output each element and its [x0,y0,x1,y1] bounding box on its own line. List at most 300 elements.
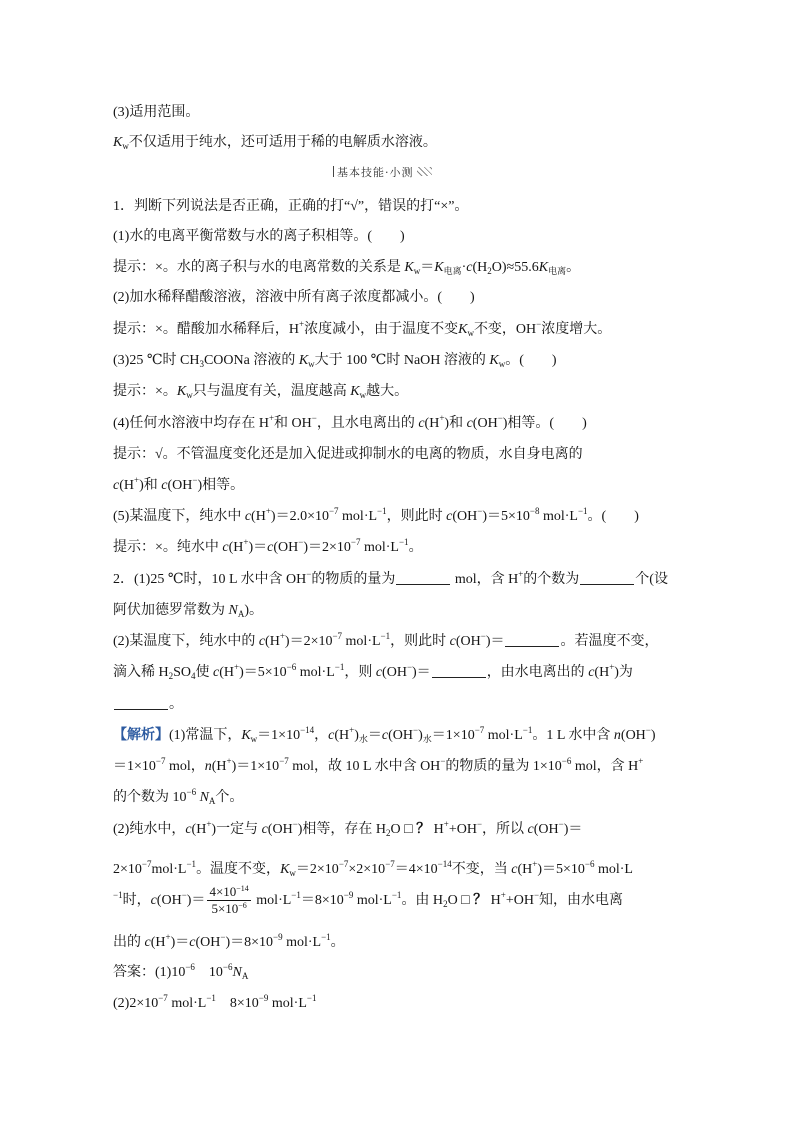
text-run: O □ [447,893,474,908]
text-run: ，所以 [482,822,528,837]
italic-symbol: c [244,509,252,524]
text-run: )＝2.0×10 [270,509,329,524]
text-run: mol·L [360,540,399,555]
text-run: mol，含 H [451,572,519,587]
superscript: − [533,890,540,900]
subscript: 2 [386,828,391,838]
subscript: 4 [191,671,196,681]
text-run: mol·L [539,509,578,524]
italic-symbol: n [613,728,621,743]
subscript: w [186,390,193,400]
italic-symbol: N [199,790,209,805]
superscript: − [192,475,198,485]
text-run: (OH [382,665,407,680]
superscript: − [413,725,419,735]
answer-blank [505,632,559,647]
italic-symbol: K [538,260,549,275]
superscript: − [311,413,317,423]
text-run: 8×10 [215,996,259,1011]
text-run: )＝2×10 [303,540,351,555]
text-run: (OH [452,509,478,524]
analysis-label: 【解析】 [113,728,169,743]
text-run: ＝1×10 [113,759,156,774]
subscript: w [467,328,474,338]
text-run: mol·L [338,509,378,524]
text-run: )＝5×10 [239,665,287,680]
superscript: −7 [158,993,168,1003]
text-run: O □ [390,822,417,837]
text-run: +OH [448,822,477,837]
italic-symbol: K [434,260,444,275]
scope-heading [113,103,199,123]
subscript: 2 [443,899,448,909]
text-run: mol·L [353,893,392,908]
text-run: 浓度增大。 [541,322,612,337]
text-run: (1)水的电离平衡常数与水的离子积相等。( ) [113,229,405,244]
superscript: − [558,819,564,829]
superscript: −7 [350,537,361,547]
text-run: 个。 [215,790,244,805]
italic-symbol: c [418,416,425,431]
question-1-item-3 [113,351,557,371]
superscript: + [268,413,275,423]
superscript: −1 [306,993,317,1003]
text-run: (H [119,478,134,493]
superscript: −14 [236,884,249,894]
text-run: (OH [620,728,646,743]
text-run: 提示：×。醋酸加水稀释后，H [113,322,300,337]
text-run: )为 [614,665,633,680]
superscript: + [265,506,271,516]
text-run: (H [228,540,244,555]
superscript: −1 [291,890,301,900]
superscript: + [206,819,212,829]
text-run: (4)任何水溶液中均存在 H [113,416,269,431]
superscript: + [134,475,140,485]
superscript: − [480,631,486,641]
text-run: )＝1×10 [231,759,280,774]
italic-symbol: c [161,478,168,493]
superscript: −1 [380,631,391,641]
italic-symbol: c [267,540,274,555]
answer-line-1 [113,963,248,983]
text-run: )＝2×10 [284,634,333,649]
text-run: (2)纯水中， [113,822,186,837]
text-run: 。( ) [587,509,639,524]
superscript: −9 [343,890,354,900]
text-run: (H [219,665,235,680]
text-run: )相等，存在 H [297,822,387,837]
text-run: (2)2×10 [113,996,159,1011]
text-run: ＝ [367,728,382,743]
text-run: 不变，OH [473,322,537,337]
italic-symbol: K [280,862,290,877]
text-run: )。 [244,603,264,618]
superscript: + [243,537,249,547]
text-run: (H [251,509,266,524]
superscript: −1 [377,506,387,516]
superscript: −1 [522,725,533,735]
text-run: (H [211,759,227,774]
text-run: (5)某温度下，纯水中 [113,509,245,524]
text-run: ) [650,728,656,743]
text-run: (H [150,935,166,950]
italic-symbol: c [144,935,151,950]
superscript: + [299,319,305,329]
text-run: (H [424,416,440,431]
superscript: −1 [391,890,402,900]
text-run: 4×10 [209,884,237,900]
superscript: − [406,662,413,672]
superscript: + [500,890,506,900]
text-run: ) [354,728,359,743]
subscript: A [241,971,249,981]
superscript: −9 [273,932,283,942]
italic-symbol: c [466,260,473,275]
italic-symbol: c [328,728,335,743]
analysis-line-4 [113,820,582,840]
text-run: +OH [505,893,534,908]
text-run: ， [314,728,329,743]
text-run: (OH [167,478,193,493]
superscript: −1 [334,662,345,672]
text-run: ，则此时 [386,509,447,524]
subscript: w [413,266,421,276]
subscript: 电离 [443,266,462,276]
superscript: −1 [206,993,216,1003]
fraction-numerator [207,884,250,901]
text-run: )一定与 [211,822,262,837]
bold-glyph: ？ [473,893,488,908]
italic-symbol: K [176,384,187,399]
text-run: ) [418,728,423,743]
banner-bar [333,166,334,177]
text-run: (H [334,728,350,743]
text-run: (H [191,822,207,837]
subscript: A [208,796,216,806]
text-run: (OH [455,634,481,649]
italic-symbol: c [213,665,220,680]
analysis-line-3 [113,788,243,808]
italic-symbol: c [588,665,595,680]
text-run: 的物质的量为 [311,572,396,587]
superscript: + [349,725,355,735]
italic-symbol: c [185,822,192,837]
superscript: −7 [332,631,343,641]
subscript: 水 [422,734,432,744]
text-run: )＝ [563,822,583,837]
italic-symbol: c [189,935,196,950]
text-run: ，则此时 [390,634,450,649]
section-banner [333,165,432,181]
superscript: + [234,662,240,672]
text-run: SO [173,665,192,680]
text-run: 和 OH [274,416,312,431]
italic-symbol: K [489,353,499,368]
superscript: − [476,819,483,829]
text-run: mol·L [282,935,322,950]
scope-text [113,133,437,153]
text-run: 的物质的量为 1×10 [445,759,562,774]
superscript: − [477,506,483,516]
superscript: + [226,756,232,766]
text-run: ，且水电离出的 [316,416,419,431]
text-run: mol·L [167,996,207,1011]
text-run: mol·L [342,634,381,649]
text-run: 2×10 [113,862,142,877]
question-2-line-4 [113,663,633,683]
superscript: − [292,819,298,829]
analysis-line-1 [113,726,656,746]
text-run: (OH [156,893,182,908]
subscript: 水 [358,734,368,744]
text-run: )相等。( ) [502,416,587,431]
italic-symbol: c [446,509,453,524]
italic-symbol: c [449,634,456,649]
superscript: + [609,662,615,672]
italic-symbol: K [350,384,360,399]
banner-title: 基本技能·小测 [337,166,414,179]
italic-symbol: c [150,893,157,908]
question-1-hint-4 [113,445,583,465]
subscript: 3 [199,359,204,369]
italic-symbol: c [222,540,229,555]
text-run: (1)常温下， [169,728,242,743]
text-run: )＝ [170,935,190,950]
text-run: (OH [533,822,559,837]
text-run: (H [517,862,533,877]
text-run: 提示：×。纯水中 [113,540,223,555]
superscript: −6 [185,962,195,972]
banner-hatch-decoration [417,167,432,176]
analysis-line-7 [113,933,345,953]
superscript: + [439,413,445,423]
subscript: w [122,141,129,151]
text-run: 浓度减小，由于温度不变 [304,322,459,337]
superscript: −7 [338,859,349,869]
text-run: 个(设 [635,572,668,587]
superscript: + [518,569,524,579]
text-run: ＝1×10 [431,728,475,743]
text-run: 只与温度有关，温度越高 [192,384,351,399]
italic-symbol: c [258,634,266,649]
superscript: − [298,537,304,547]
text-run: 不变，当 [451,862,512,877]
text-run: ＝1×10 [257,728,301,743]
text-run: 。 [566,260,581,275]
italic-symbol: N [232,965,242,980]
superscript: −7 [155,756,166,766]
superscript: −8 [529,506,540,516]
superscript: − [181,890,187,900]
text-run: 5×10 [211,901,239,917]
question-2-line-1 [113,570,668,590]
text-run: 答案：(1)10 [113,965,186,980]
superscript: −7 [328,506,339,516]
italic-symbol: K [241,728,251,743]
text-run: (OH [388,728,414,743]
superscript: −1 [398,537,409,547]
text-run: (OH [267,822,293,837]
superscript: −6 [186,787,197,797]
superscript: + [165,932,171,942]
answer-blank [580,570,634,585]
text-run: O)≈55.6 [491,260,539,275]
text-run: )＝ [412,665,431,680]
question-1-item-1 [113,227,405,247]
text-run: 大于 100 ℃时 NaOH 溶液的 [314,353,490,368]
text-run: 使 [195,665,214,680]
superscript: + [279,631,285,641]
text-run: )＝5×10 [537,862,585,877]
text-run: )＝5×10 [482,509,530,524]
text-run: 提示：×。 [113,384,177,399]
superscript: + [532,859,538,869]
text-run: 1．判断下列说法是否正确，正确的打“√”，错误的打“×”。 [113,199,469,214]
subscript: w [289,868,296,878]
text-run: 。由 H [401,893,444,908]
text-run: mol， [165,759,205,774]
text-run: 出的 [113,935,145,950]
superscript: −7 [279,756,289,766]
question-1-hint-5 [113,538,423,558]
superscript: −7 [474,725,485,735]
subscript: w [250,734,258,744]
italic-symbol: c [375,665,383,680]
italic-symbol: N [228,603,238,618]
text-run: 。 [408,540,423,555]
text-run: (2)某温度下，纯水中的 [113,634,259,649]
text-run: ＝ [420,260,435,275]
text-run: 2．(1)25 ℃时，10 L 水中含 OH [113,572,307,587]
text-run: 。若温度不变， [560,634,659,649]
italic-symbol: c [381,728,389,743]
text-run: mol·L [484,728,523,743]
text-run: 。1 L 水中含 [532,728,614,743]
text-run: (H [594,665,610,680]
superscript: + [638,756,644,766]
superscript: − [645,725,651,735]
italic-symbol: n [204,759,212,774]
superscript: − [220,932,226,942]
italic-symbol: c [113,478,120,493]
fraction-denominator [209,901,248,917]
subscript: 电离 [548,266,567,276]
text-run: 时， [122,893,151,908]
text-run: (OH [273,540,299,555]
question-1-item-2 [113,288,475,308]
superscript: −14 [300,725,315,735]
superscript: −6 [584,859,595,869]
text-run: 提示：√。不管温度变化还是加入促进或抑制水的电离的物质，水自身电离的 [113,447,583,462]
text-run: mol·L [268,996,307,1011]
italic-symbol: K [404,260,414,275]
text-run: H [430,822,444,837]
question-1-hint-4-cont [113,476,244,496]
superscript: + [443,819,449,829]
text-run: 。 [330,935,345,950]
text-run: )＝ [248,540,268,555]
text-run: mol，含 H [571,759,639,774]
subscript: w [498,359,506,369]
text-run: mol·L [296,665,335,680]
superscript: −9 [258,993,269,1003]
text-run: (H [472,260,488,275]
text-run: 。温度不变， [196,862,281,877]
question-1-hint-2 [113,320,611,340]
text-run: 阿伏加德罗常数为 [113,603,229,618]
text-run: 知，由水电离 [539,893,624,908]
italic-symbol: c [466,416,473,431]
superscript: −7 [385,859,395,869]
text-run: mol·L [151,862,187,877]
text-run: 10 [194,965,223,980]
answer-blank [396,570,450,585]
question-1-stem [113,197,468,217]
text-run: (3)25 ℃时 CH [113,353,200,368]
superscript: − [536,319,542,329]
superscript: − [497,413,503,423]
subscript: w [308,359,315,369]
text-run: ，则 [344,665,376,680]
text-run: (H [265,634,280,649]
italic-symbol: K [113,135,123,150]
text-run: ，由水电离出的 [486,665,589,680]
question-1-item-4 [113,414,587,434]
analysis-line-2 [113,757,643,777]
text-run: mol·L [594,862,633,877]
answer-line-2 [113,994,316,1014]
text-run: mol·L [252,893,292,908]
text-run: )和 [444,416,467,431]
analysis-line-5 [113,860,633,880]
superscript: − [306,569,312,579]
text-run: ×2×10 [348,862,386,877]
text-run: (OH [195,935,221,950]
text-run: 。( ) [505,353,557,368]
italic-symbol: K [298,353,309,368]
question-2-line-2 [113,601,263,621]
text-run: (OH [472,416,498,431]
text-run: )＝8×10 [225,935,273,950]
superscript: −1 [113,890,123,900]
text-run: )＝ [186,893,206,908]
question-2-line-3 [113,632,658,652]
superscript: −1 [321,932,331,942]
subscript: A [237,609,245,619]
text-run: 。 [169,697,183,712]
text-run: (2)加水稀释醋酸溶液，溶液中所有离子浓度都减小。( ) [113,290,475,305]
italic-symbol: c [511,862,518,877]
text-run: mol，故 10 L 水中含 OH [288,759,441,774]
text-run: ＝8×10 [300,893,344,908]
superscript: −1 [186,859,197,869]
superscript: −6 [222,962,233,972]
subscript: 2 [168,671,174,681]
text-run: )＝ [485,634,505,649]
superscript: − [440,756,446,766]
text-run: )相等。 [197,478,245,493]
text-run: H [487,893,501,908]
text-run: 不仅适用于纯水，还可适用于稀的电解质水溶液。 [128,135,437,150]
question-2-line-5 [113,695,183,715]
superscript: −1 [577,506,588,516]
text-run: ＝4×10 [394,862,438,877]
question-1-item-5 [113,507,639,527]
text-run: 的个数为 10 [113,790,187,805]
answer-blank [432,663,486,678]
question-1-hint-3 [113,382,408,402]
